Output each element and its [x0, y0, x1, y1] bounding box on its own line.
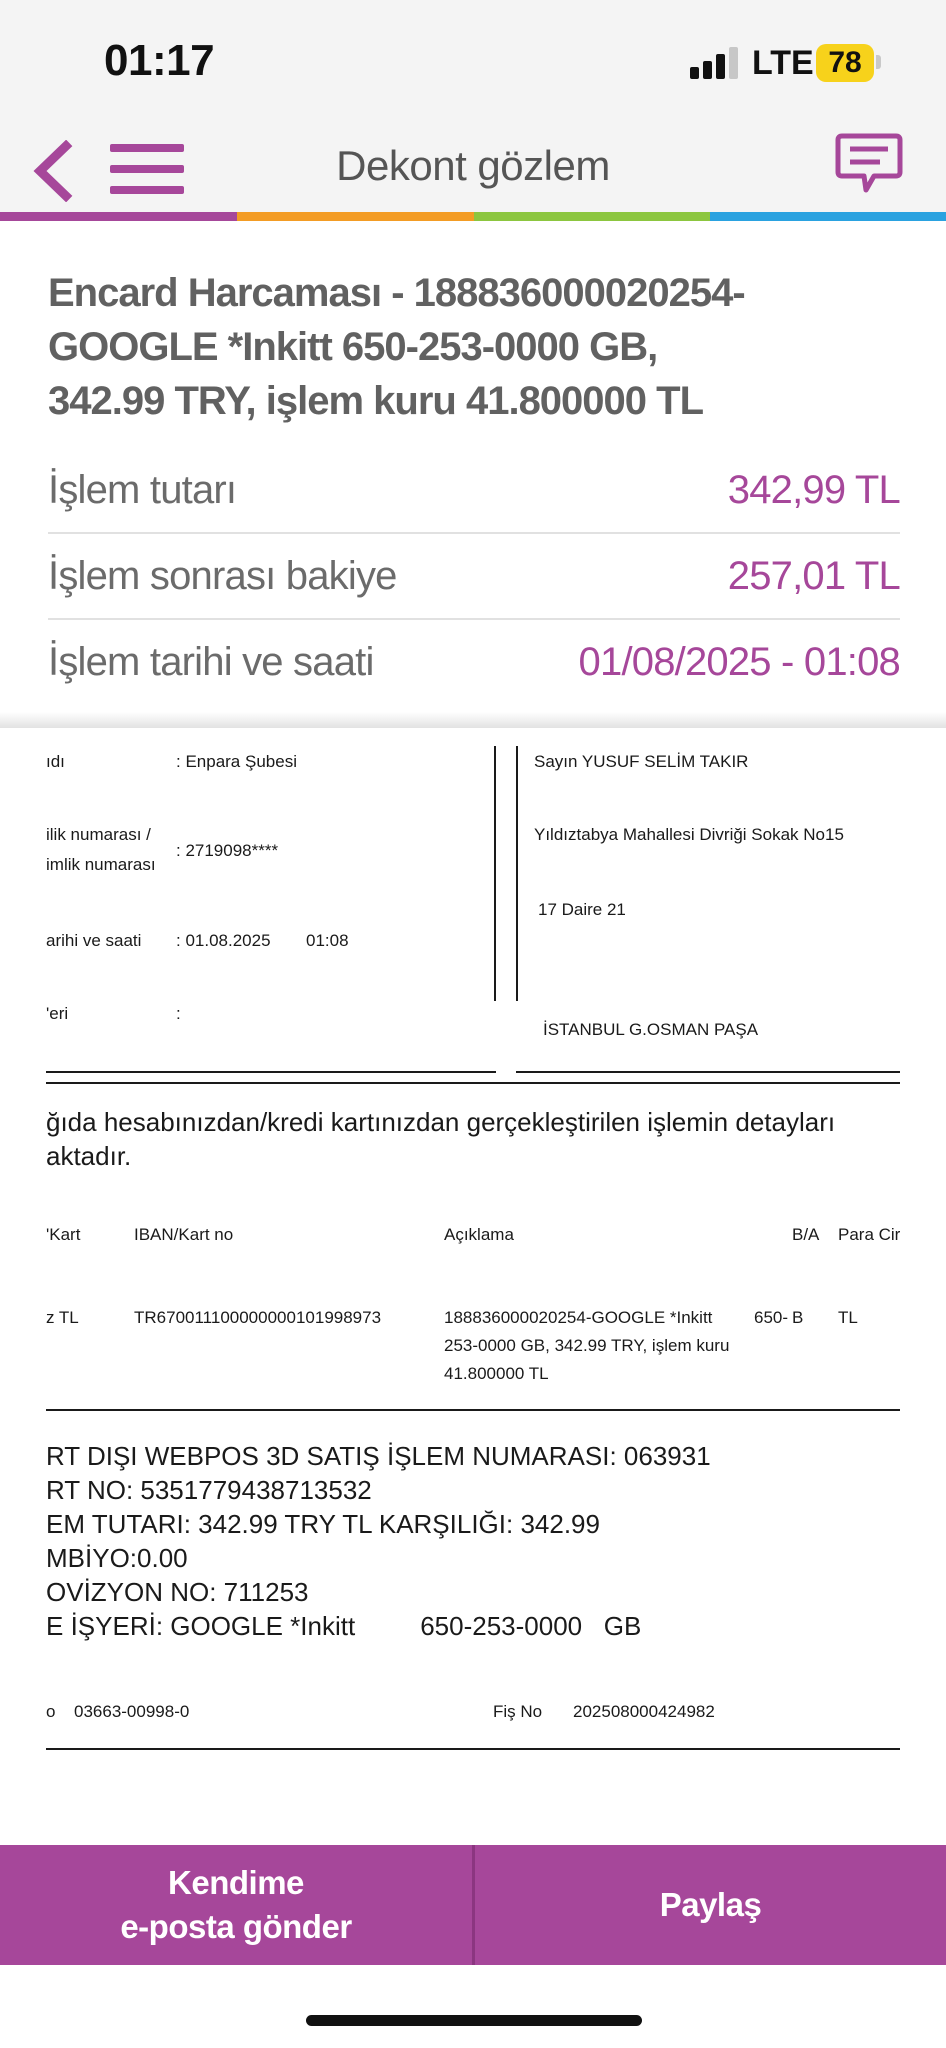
box-rule	[516, 1071, 900, 1073]
table-cell-desc-extra: 650-	[754, 1308, 789, 1327]
email-button-label: e-posta gönder	[120, 1908, 352, 1945]
chat-button[interactable]	[834, 130, 904, 200]
email-button-label: Kendime	[168, 1864, 304, 1901]
divider-rule	[46, 1748, 900, 1750]
intro-text: aktadır.	[46, 1141, 132, 1171]
nav-bar	[0, 120, 946, 212]
box-rule	[494, 746, 496, 1001]
box-rule	[516, 746, 518, 1001]
merchant-colon: :	[176, 1004, 181, 1023]
branch-label: ıdı	[46, 752, 65, 771]
page-title: Dekont gözlem	[336, 142, 610, 189]
receipt-no-label: Fiş No	[493, 1702, 543, 1721]
amount-value: 342,99 TL	[727, 468, 900, 512]
share-button[interactable]	[475, 1845, 946, 1965]
balance-row	[48, 534, 900, 620]
stripe-green	[474, 212, 711, 221]
datetime-row	[48, 620, 900, 706]
share-button-label: Paylaş	[659, 1886, 762, 1923]
amount-label: İşlem tutarı	[48, 468, 237, 512]
battery-icon: 78	[816, 44, 874, 82]
detail-line: RT DIŞI WEBPOS 3D SATIŞ İŞLEM NUMARASI: 063931	[46, 1441, 711, 1471]
branch-value: : Enpara Şubesi	[176, 752, 297, 771]
customer-address: Yıldıztabya Mahallesi Divriği Sokak No15	[534, 825, 844, 844]
receipt-document	[46, 728, 900, 1758]
table-cell-ba: B	[792, 1308, 804, 1327]
footer-label: o	[46, 1702, 56, 1721]
customer-city: İSTANBUL G.OSMAN PAŞA	[543, 1020, 759, 1039]
customer-address: 17 Daire 21	[538, 900, 626, 919]
customer-name: Sayın YUSUF SELİM TAKIR	[534, 752, 749, 771]
receipt-no-value: 202508000424982	[573, 1702, 715, 1721]
detail-line: E İŞYERİ: GOOGLE *Inkitt 650-253-0000 GB	[46, 1611, 642, 1641]
time-value: 01:08	[306, 931, 349, 950]
id-value: : 2719098****	[176, 841, 279, 860]
detail-line: OVİZYON NO: 711253	[46, 1577, 309, 1607]
table-header-account: 'Kart	[46, 1225, 81, 1244]
detail-line: EM TUTARI: 342.99 TRY TL KARŞILIĞI: 342.99	[46, 1509, 600, 1539]
status-time: 01:17	[104, 36, 215, 85]
email-myself-button[interactable]	[0, 1845, 472, 1965]
table-cell-desc: 188836000020254-GOOGLE *Inkitt	[444, 1308, 713, 1327]
merchant-label: 'eri	[46, 1004, 69, 1023]
table-header-iban: IBAN/Kart no	[134, 1225, 234, 1244]
back-button[interactable]	[30, 140, 78, 202]
chat-bubble-icon	[834, 130, 904, 200]
table-header-ba: B/A	[792, 1225, 820, 1244]
table-cell-desc: 253-0000 GB, 342.99 TRY, işlem kuru	[444, 1336, 730, 1355]
id-label-line: ilik numarası /	[46, 825, 151, 844]
table-cell-account: z TL	[46, 1308, 79, 1327]
signal-icon	[690, 47, 740, 79]
hamburger-icon	[110, 144, 184, 152]
table-header-desc: Açıklama	[444, 1225, 514, 1244]
chevron-left-icon	[30, 140, 78, 202]
menu-button[interactable]	[110, 144, 184, 196]
table-header-currency: Para Cir	[838, 1225, 900, 1244]
stripe-blue	[710, 212, 946, 221]
section-shadow	[0, 712, 946, 728]
datetime-label: İşlem tarihi ve saati	[48, 640, 374, 684]
divider-rule	[46, 1082, 900, 1084]
date-label: arihi ve saati	[46, 931, 142, 950]
transaction-title-line: Encard Harcaması - 188836000020254-	[48, 271, 745, 315]
status-bar	[0, 0, 946, 120]
stripe-purple	[0, 212, 237, 221]
table-cell-iban: TR670011100000000101998973	[134, 1308, 382, 1327]
transaction-title-line: GOOGLE *Inkitt 650-253-0000 GB,	[48, 325, 658, 369]
transaction-title-line: 342.99 TRY, işlem kuru 41.800000 TL	[48, 379, 704, 423]
stripe-orange	[237, 212, 474, 221]
box-rule	[46, 1071, 496, 1073]
battery-tip	[876, 55, 881, 69]
divider-rule	[46, 1409, 900, 1411]
table-cell-desc: 41.800000 TL	[444, 1364, 549, 1383]
datetime-value: 01/08/2025 - 01:08	[578, 640, 900, 684]
detail-line: MBİYO:0.00	[46, 1543, 188, 1573]
footer-value: 03663-00998-0	[74, 1702, 190, 1721]
network-type: LTE	[752, 44, 814, 82]
intro-text: ğıda hesabınızdan/kredi kartınızdan gerçekleştirilen işlemin detayları	[46, 1107, 836, 1137]
transaction-title	[48, 266, 908, 428]
date-value: : 01.08.2025	[176, 931, 271, 950]
balance-value: 257,01 TL	[727, 554, 900, 598]
home-indicator[interactable]	[306, 2015, 642, 2026]
id-label-line: imlik numarası	[46, 855, 156, 874]
balance-label: İşlem sonrası bakiye	[48, 554, 397, 598]
amount-row	[48, 448, 900, 534]
detail-line: RT NO: 5351779438713532	[46, 1475, 372, 1505]
table-cell-currency: TL	[838, 1308, 858, 1327]
